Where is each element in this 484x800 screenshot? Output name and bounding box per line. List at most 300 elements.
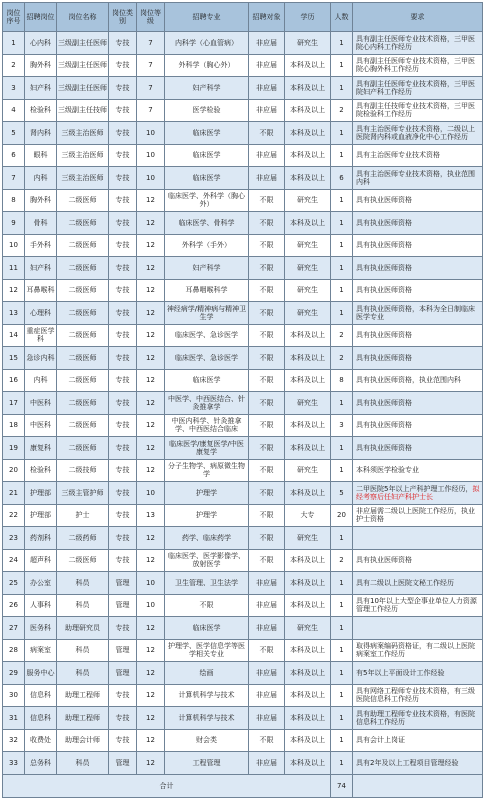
requirement-text: 具有副主任医师专业技术资格，三甲医院心胸外科工作经历 — [356, 57, 475, 74]
cell-category: 专技 — [109, 347, 137, 370]
requirement-text: 具有副主任医师专业技术资格，三甲医院心内科工作经历 — [356, 34, 475, 51]
cell-title: 助理研究员 — [57, 617, 109, 640]
cell-level: 7 — [137, 54, 165, 77]
table-row — [3, 549, 483, 572]
cell-count: 1 — [331, 212, 353, 235]
requirement-text: 具有执业医师资格 — [356, 398, 412, 407]
cell-no: 8 — [3, 189, 25, 212]
cell-no: 24 — [3, 549, 25, 572]
cell-requirements — [353, 549, 483, 572]
cell-education: 大专 — [285, 504, 331, 527]
cell-no: 31 — [3, 707, 25, 730]
cell-title: 助理工程师 — [57, 707, 109, 730]
cell-count: 1 — [331, 257, 353, 280]
cell-count: 1 — [331, 279, 353, 302]
requirement-text: 具有主治医师专业技术资格，二级以上医院肾内科或血液净化中心工作经历 — [356, 124, 475, 141]
cell-education: 本科及以上 — [285, 54, 331, 77]
cell-no: 5 — [3, 122, 25, 145]
cell-requirements — [353, 369, 483, 392]
recruitment-table — [2, 2, 483, 798]
cell-requirements — [353, 594, 483, 617]
cell-title: 二级医师 — [57, 392, 109, 415]
cell-no: 18 — [3, 414, 25, 437]
cell-major: 神经病学/精神病与精神卫生学 — [165, 302, 249, 325]
cell-dept: 心理科 — [25, 302, 57, 325]
cell-education: 本科及以上 — [285, 347, 331, 370]
cell-title: 二级医师 — [57, 414, 109, 437]
cell-requirements — [353, 572, 483, 595]
cell-no: 28 — [3, 639, 25, 662]
cell-title: 助理会计师 — [57, 729, 109, 752]
cell-no: 17 — [3, 392, 25, 415]
cell-level: 12 — [137, 414, 165, 437]
table-row — [3, 392, 483, 415]
cell-count: 5 — [331, 482, 353, 505]
cell-target: 不限 — [249, 324, 285, 347]
cell-no: 2 — [3, 54, 25, 77]
cell-target: 不限 — [249, 527, 285, 550]
cell-target: 不限 — [249, 549, 285, 572]
cell-target: 非应届 — [249, 684, 285, 707]
cell-no: 26 — [3, 594, 25, 617]
cell-major: 妇产科学 — [165, 77, 249, 100]
cell-requirements — [353, 324, 483, 347]
cell-count: 20 — [331, 504, 353, 527]
cell-requirements — [353, 729, 483, 752]
cell-education: 本科及以上 — [285, 324, 331, 347]
cell-target: 不限 — [249, 459, 285, 482]
cell-dept: 重症医学科 — [25, 324, 57, 347]
cell-education: 本科及以上 — [285, 414, 331, 437]
cell-education: 本科及以上 — [285, 729, 331, 752]
requirement-text: 具有执业医师资格 — [356, 286, 412, 295]
cell-no: 20 — [3, 459, 25, 482]
cell-category: 专技 — [109, 392, 137, 415]
cell-requirements — [353, 167, 483, 190]
cell-no: 15 — [3, 347, 25, 370]
cell-education: 本科及以上 — [285, 594, 331, 617]
table-row — [3, 54, 483, 77]
cell-major: 临床医学 — [165, 122, 249, 145]
cell-dept: 急诊内科 — [25, 347, 57, 370]
table-row — [3, 302, 483, 325]
cell-category: 专技 — [109, 729, 137, 752]
cell-level: 12 — [137, 212, 165, 235]
cell-no: 23 — [3, 527, 25, 550]
cell-education: 本科及以上 — [285, 122, 331, 145]
cell-dept: 胸外科 — [25, 189, 57, 212]
cell-level: 12 — [137, 369, 165, 392]
cell-title: 科员 — [57, 594, 109, 617]
table-row — [3, 99, 483, 122]
table-row — [3, 32, 483, 55]
cell-target: 不限 — [249, 504, 285, 527]
cell-no: 29 — [3, 662, 25, 685]
total-count: 74 — [331, 775, 353, 798]
cell-target: 不限 — [249, 257, 285, 280]
cell-title: 二级技师 — [57, 459, 109, 482]
cell-requirements — [353, 212, 483, 235]
cell-title: 二级医师 — [57, 234, 109, 257]
table-row — [3, 414, 483, 437]
cell-major: 中医学、中西医结合、针灸推拿学 — [165, 392, 249, 415]
requirement-text: 取得病案编码资格证，有二级以上医院病案室工作经历 — [356, 642, 475, 659]
cell-requirements — [353, 279, 483, 302]
cell-no: 1 — [3, 32, 25, 55]
cell-category: 专技 — [109, 504, 137, 527]
total-label: 合计 — [3, 775, 331, 798]
cell-title: 二级医师 — [57, 279, 109, 302]
cell-education: 本科及以上 — [285, 144, 331, 167]
cell-target: 不限 — [249, 369, 285, 392]
col-header-no: 岗位序号 — [3, 3, 25, 32]
cell-category: 专技 — [109, 212, 137, 235]
cell-major: 临床医学 — [165, 144, 249, 167]
cell-requirements — [353, 302, 483, 325]
cell-no: 22 — [3, 504, 25, 527]
table-row — [3, 257, 483, 280]
table-row — [3, 459, 483, 482]
table-row — [3, 527, 483, 550]
cell-dept: 超声科 — [25, 549, 57, 572]
requirement-text: 具有执业医师资格 — [356, 443, 412, 452]
cell-major: 外科学（手外） — [165, 234, 249, 257]
cell-category: 专技 — [109, 437, 137, 460]
cell-target: 非应届 — [249, 32, 285, 55]
cell-major: 分子生物学、病原微生物学 — [165, 459, 249, 482]
cell-level: 7 — [137, 32, 165, 55]
cell-major: 临床医学、骨科学 — [165, 212, 249, 235]
cell-dept: 检验科 — [25, 459, 57, 482]
cell-count: 1 — [331, 459, 353, 482]
col-header-title: 岗位名称 — [57, 3, 109, 32]
cell-count: 1 — [331, 54, 353, 77]
cell-level: 12 — [137, 617, 165, 640]
cell-target: 非应届 — [249, 707, 285, 730]
cell-category: 专技 — [109, 32, 137, 55]
cell-title: 二级医师 — [57, 302, 109, 325]
table-body — [3, 32, 483, 775]
cell-education: 研究生 — [285, 279, 331, 302]
cell-title: 科员 — [57, 662, 109, 685]
cell-major: 临床医学/康复医学/中医康复学 — [165, 437, 249, 460]
cell-target: 非应届 — [249, 167, 285, 190]
cell-dept: 药剂科 — [25, 527, 57, 550]
table-row — [3, 684, 483, 707]
cell-title: 三级副主任医师 — [57, 54, 109, 77]
cell-education: 本科及以上 — [285, 752, 331, 775]
cell-no: 4 — [3, 99, 25, 122]
requirement-text: 具有执业医师资格 — [356, 218, 412, 227]
cell-title: 二级医师 — [57, 324, 109, 347]
cell-category: 专技 — [109, 54, 137, 77]
col-header-education: 学历 — [285, 3, 331, 32]
cell-no: 30 — [3, 684, 25, 707]
requirement-text: 具有执业医师资格，执业范围内科 — [356, 376, 461, 385]
cell-major: 计算机科学与技术 — [165, 707, 249, 730]
requirement-text: 具有执业医师资格 — [356, 241, 412, 250]
cell-count: 1 — [331, 144, 353, 167]
table-row — [3, 594, 483, 617]
cell-dept: 眼科 — [25, 144, 57, 167]
cell-dept: 护理部 — [25, 504, 57, 527]
cell-dept: 内科 — [25, 369, 57, 392]
cell-major: 财会类 — [165, 729, 249, 752]
cell-count: 1 — [331, 617, 353, 640]
cell-category: 管理 — [109, 594, 137, 617]
cell-title: 护士 — [57, 504, 109, 527]
cell-target: 不限 — [249, 729, 285, 752]
cell-count: 1 — [331, 77, 353, 100]
table-row — [3, 369, 483, 392]
cell-education: 研究生 — [285, 527, 331, 550]
requirement-text: 二甲医院5年以上产科护理工作经历， — [356, 484, 473, 493]
cell-level: 12 — [137, 189, 165, 212]
cell-dept: 手外科 — [25, 234, 57, 257]
cell-level: 12 — [137, 392, 165, 415]
cell-title: 科员 — [57, 639, 109, 662]
cell-title: 二级医师 — [57, 189, 109, 212]
cell-requirements — [353, 189, 483, 212]
cell-no: 7 — [3, 167, 25, 190]
cell-dept: 人事科 — [25, 594, 57, 617]
cell-level: 12 — [137, 639, 165, 662]
cell-count: 6 — [331, 167, 353, 190]
table-row — [3, 504, 483, 527]
requirement-text: 具有助理工程师专业技术资格，有医院信息科工作经历 — [356, 709, 475, 726]
cell-major: 护理学、医学信息学等医学相关专业 — [165, 639, 249, 662]
table-footer — [3, 775, 483, 798]
col-header-category: 岗位类别 — [109, 3, 137, 32]
cell-level: 7 — [137, 99, 165, 122]
cell-requirements — [353, 662, 483, 685]
cell-count: 1 — [331, 437, 353, 460]
cell-requirements — [353, 707, 483, 730]
table-row — [3, 482, 483, 505]
cell-major: 耳鼻咽喉科学 — [165, 279, 249, 302]
cell-target: 不限 — [249, 189, 285, 212]
cell-dept: 妇产科 — [25, 77, 57, 100]
cell-level: 10 — [137, 572, 165, 595]
cell-education: 本科及以上 — [285, 369, 331, 392]
cell-count: 2 — [331, 324, 353, 347]
cell-title: 二级医师 — [57, 257, 109, 280]
table-row — [3, 707, 483, 730]
cell-title: 二级医师 — [57, 549, 109, 572]
cell-category: 管理 — [109, 639, 137, 662]
requirement-highlight: 拟经考察后任妇产科护士长 — [356, 484, 480, 501]
cell-education: 本科及以上 — [285, 662, 331, 685]
cell-dept: 康复科 — [25, 437, 57, 460]
cell-target: 非应届 — [249, 144, 285, 167]
cell-count: 1 — [331, 527, 353, 550]
cell-dept: 内科 — [25, 167, 57, 190]
cell-education: 研究生 — [285, 302, 331, 325]
cell-education: 本科及以上 — [285, 167, 331, 190]
cell-category: 专技 — [109, 707, 137, 730]
table-row — [3, 437, 483, 460]
cell-category: 专技 — [109, 279, 137, 302]
cell-education: 研究生 — [285, 459, 331, 482]
cell-title: 三级副主任医师 — [57, 32, 109, 55]
cell-dept: 中医科 — [25, 414, 57, 437]
cell-title: 三级副主任技师 — [57, 99, 109, 122]
cell-requirements — [353, 482, 483, 505]
cell-requirements — [353, 684, 483, 707]
cell-count: 1 — [331, 234, 353, 257]
cell-dept: 病案室 — [25, 639, 57, 662]
cell-level: 13 — [137, 504, 165, 527]
cell-level: 7 — [137, 77, 165, 100]
cell-dept: 信息科 — [25, 684, 57, 707]
cell-target: 不限 — [249, 639, 285, 662]
cell-dept: 妇产科 — [25, 257, 57, 280]
cell-level: 12 — [137, 752, 165, 775]
cell-no: 6 — [3, 144, 25, 167]
cell-no: 33 — [3, 752, 25, 775]
cell-title: 二级医师 — [57, 369, 109, 392]
cell-level: 12 — [137, 707, 165, 730]
cell-requirements — [353, 77, 483, 100]
cell-requirements — [353, 504, 483, 527]
requirement-text: 具有会计上岗证 — [356, 736, 405, 745]
cell-no: 16 — [3, 369, 25, 392]
cell-requirements — [353, 527, 483, 550]
cell-requirements — [353, 437, 483, 460]
cell-target: 非应届 — [249, 572, 285, 595]
col-header-requirements: 要求 — [353, 3, 483, 32]
cell-title: 三级主治医师 — [57, 122, 109, 145]
cell-target: 不限 — [249, 279, 285, 302]
table-row — [3, 234, 483, 257]
cell-requirements — [353, 392, 483, 415]
cell-education: 研究生 — [285, 617, 331, 640]
cell-requirements — [353, 752, 483, 775]
requirement-text: 具有副主任医师专业技术资格，三甲医院妇产科工作经历 — [356, 79, 475, 96]
cell-education: 研究生 — [285, 234, 331, 257]
cell-dept: 骨科 — [25, 212, 57, 235]
cell-major: 临床医学 — [165, 167, 249, 190]
cell-count: 1 — [331, 662, 353, 685]
cell-dept: 收费处 — [25, 729, 57, 752]
requirement-text: 具有执业医师资格 — [356, 353, 412, 362]
cell-education: 本科及以上 — [285, 572, 331, 595]
requirement-text: 具有主治医师专业技术资格，执业范围内科 — [356, 169, 475, 186]
cell-major: 临床医学、外科学（胸心外） — [165, 189, 249, 212]
cell-target: 非应届 — [249, 662, 285, 685]
cell-title: 三级主治医师 — [57, 144, 109, 167]
cell-dept: 胸外科 — [25, 54, 57, 77]
cell-major: 工程管理 — [165, 752, 249, 775]
requirement-text: 非应届需二级以上医院工作经历，执业护士资格 — [356, 507, 475, 524]
cell-category: 专技 — [109, 414, 137, 437]
total-row — [3, 775, 483, 798]
cell-target: 非应届 — [249, 617, 285, 640]
cell-target: 不限 — [249, 437, 285, 460]
cell-no: 11 — [3, 257, 25, 280]
cell-title: 二级药师 — [57, 527, 109, 550]
cell-no: 27 — [3, 617, 25, 640]
cell-level: 12 — [137, 347, 165, 370]
cell-category: 专技 — [109, 617, 137, 640]
cell-no: 9 — [3, 212, 25, 235]
cell-title: 二级医师 — [57, 437, 109, 460]
cell-category: 专技 — [109, 77, 137, 100]
requirement-text: 具有二级以上医院文秘工作经历 — [356, 578, 454, 587]
cell-dept: 中医科 — [25, 392, 57, 415]
cell-level: 12 — [137, 437, 165, 460]
cell-no: 10 — [3, 234, 25, 257]
cell-education: 本科及以上 — [285, 437, 331, 460]
col-header-target: 招聘对象 — [249, 3, 285, 32]
cell-level: 12 — [137, 684, 165, 707]
cell-level: 10 — [137, 122, 165, 145]
requirement-text: 具有副主任技师专业技术资格，三甲医院检验科工作经历 — [356, 102, 475, 119]
cell-education: 本科及以上 — [285, 212, 331, 235]
cell-title: 三级主治医师 — [57, 167, 109, 190]
cell-education: 本科及以上 — [285, 99, 331, 122]
cell-title: 二级医师 — [57, 347, 109, 370]
cell-category: 专技 — [109, 122, 137, 145]
cell-requirements — [353, 459, 483, 482]
cell-title: 科员 — [57, 752, 109, 775]
cell-no: 25 — [3, 572, 25, 595]
cell-dept: 医务科 — [25, 617, 57, 640]
table-row — [3, 77, 483, 100]
cell-major: 中医内科学、针灸推拿学、中西医结合临床 — [165, 414, 249, 437]
cell-target: 不限 — [249, 482, 285, 505]
cell-major: 外科学（胸心外） — [165, 54, 249, 77]
table-row — [3, 347, 483, 370]
requirement-text: 有5年以上平面设计工作经验 — [356, 668, 445, 677]
cell-category: 专技 — [109, 99, 137, 122]
cell-count: 1 — [331, 684, 353, 707]
cell-education: 本科及以上 — [285, 639, 331, 662]
cell-dept: 耳鼻喉科 — [25, 279, 57, 302]
cell-level: 12 — [137, 729, 165, 752]
cell-dept: 护理部 — [25, 482, 57, 505]
cell-no: 21 — [3, 482, 25, 505]
cell-major: 临床医学、医学影像学、放射医学 — [165, 549, 249, 572]
cell-education: 本科及以上 — [285, 77, 331, 100]
cell-no: 3 — [3, 77, 25, 100]
cell-level: 12 — [137, 234, 165, 257]
cell-category: 管理 — [109, 572, 137, 595]
cell-requirements — [353, 32, 483, 55]
cell-level: 12 — [137, 459, 165, 482]
table-row — [3, 212, 483, 235]
cell-count: 1 — [331, 729, 353, 752]
col-header-level: 岗位等级 — [137, 3, 165, 32]
cell-no: 32 — [3, 729, 25, 752]
cell-target: 非应届 — [249, 54, 285, 77]
col-header-count: 人数 — [331, 3, 353, 32]
cell-education: 研究生 — [285, 257, 331, 280]
requirement-text: 本科须医学检验专业 — [356, 466, 419, 475]
cell-major: 妇产科学 — [165, 257, 249, 280]
cell-level: 10 — [137, 167, 165, 190]
requirement-text: 具有执业医师资格 — [356, 556, 412, 565]
cell-education: 研究生 — [285, 189, 331, 212]
cell-count: 3 — [331, 414, 353, 437]
cell-count: 1 — [331, 122, 353, 145]
table-row — [3, 662, 483, 685]
cell-education: 本科及以上 — [285, 684, 331, 707]
cell-target: 不限 — [249, 347, 285, 370]
cell-requirements — [353, 617, 483, 640]
cell-category: 专技 — [109, 684, 137, 707]
cell-count: 1 — [331, 572, 353, 595]
